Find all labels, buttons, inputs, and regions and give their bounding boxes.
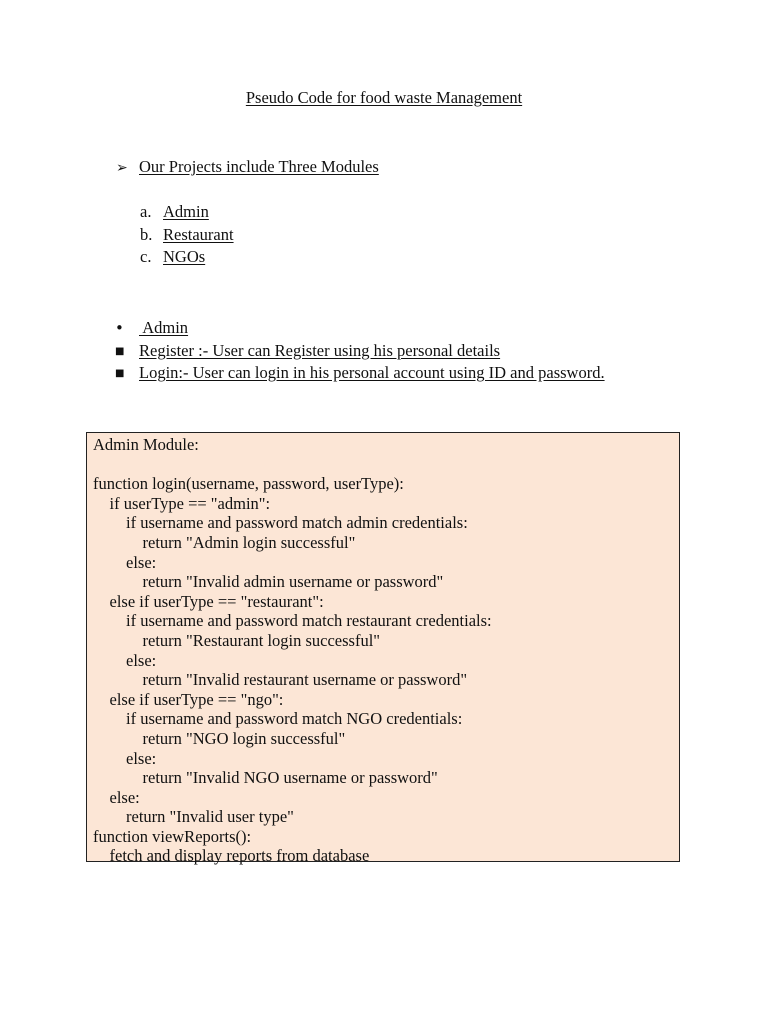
bullet-dot-icon: • bbox=[115, 319, 124, 337]
module-restaurant: Restaurant bbox=[163, 224, 234, 244]
code-line: return "Invalid admin username or password" bbox=[93, 572, 444, 592]
code-line: else: bbox=[93, 787, 140, 807]
module-ngos: NGOs bbox=[163, 247, 206, 266]
arrow-bullet-icon: ➢ bbox=[116, 160, 128, 176]
code-line: function login(username, password, userType): bbox=[93, 474, 404, 494]
code-line: Admin Module: bbox=[93, 435, 199, 454]
bullet-square-icon: ■ bbox=[115, 345, 125, 357]
list-item bbox=[115, 340, 605, 363]
list-marker: c. bbox=[140, 247, 152, 266]
admin-features-list bbox=[115, 317, 605, 385]
list-item bbox=[140, 224, 234, 247]
code-line: else if userType == "restaurant": bbox=[93, 591, 324, 611]
code-line: if username and password match NGO credentials: bbox=[93, 709, 463, 729]
code-line: return "Invalid restaurant username or password" bbox=[93, 670, 468, 690]
pseudo-code-box bbox=[86, 432, 680, 866]
code-line bbox=[93, 455, 679, 475]
list-item bbox=[140, 246, 234, 269]
list-marker: a. bbox=[140, 202, 152, 221]
code-line: else: bbox=[93, 748, 157, 768]
login-feature: Login:- User can login in his personal account using ID and password. bbox=[139, 363, 605, 382]
code-line: return "Invalid user type" bbox=[93, 807, 294, 827]
code-line: else: bbox=[93, 650, 157, 670]
modules-heading-row bbox=[116, 156, 379, 179]
code-line: else: bbox=[93, 552, 157, 572]
code-line: if userType == "admin": bbox=[93, 493, 271, 513]
code-line: else if userType == "ngo": bbox=[93, 689, 284, 709]
code-line: return "Restaurant login successful" bbox=[93, 630, 381, 650]
admin-heading: Admin bbox=[139, 318, 189, 337]
page-title: Pseudo Code for food waste Management bbox=[245, 88, 523, 107]
code-line: fetch and display reports from database bbox=[93, 846, 370, 866]
register-feature: Register :- User can Register using his personal details bbox=[139, 340, 501, 360]
modules-heading: Our Projects include Three Modules bbox=[139, 157, 379, 176]
code-line: function viewReports(): bbox=[93, 826, 252, 846]
list-item bbox=[115, 317, 605, 340]
code-line: return "Invalid NGO username or password" bbox=[93, 768, 438, 788]
code-line: if username and password match admin credentials: bbox=[93, 513, 468, 533]
bullet-square-icon: ■ bbox=[115, 368, 125, 379]
modules-list bbox=[140, 201, 234, 269]
code-line: if username and password match restaurant credentials: bbox=[93, 611, 492, 631]
code-line: return "Admin login successful" bbox=[93, 532, 356, 552]
module-admin: Admin bbox=[163, 202, 209, 221]
list-item bbox=[140, 201, 234, 224]
list-marker: b. bbox=[140, 224, 153, 244]
list-item bbox=[115, 362, 605, 385]
code-line: return "NGO login successful" bbox=[93, 728, 346, 748]
